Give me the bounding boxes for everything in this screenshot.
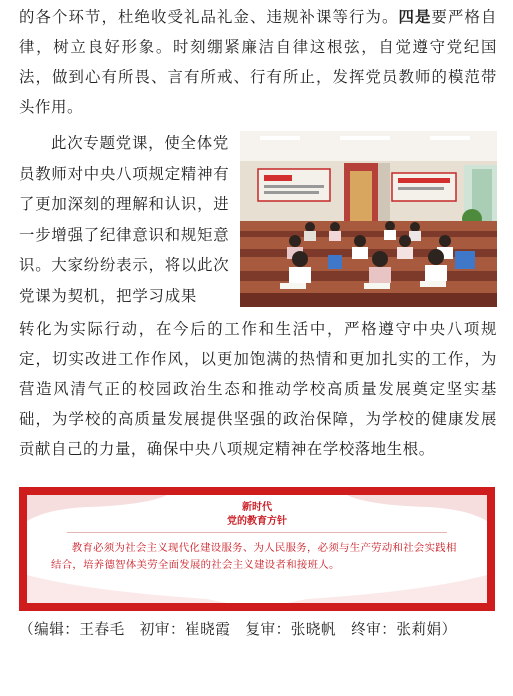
paragraph-top-text-c: 要严格自律，树立良好形象。时刻绷紧廉洁自律这根弦，自觉遵守党纪国法，做到心有所畏、言有所戒、行有所止，发挥党员教师的模范带头作用。 bbox=[19, 8, 497, 116]
banner-body: 教育必须为社会主义现代化建设服务、为人民服务，必须与生产劳动和社会实践相结合，培养德智体美劳全面发展的社会主义建设者和接班人。 bbox=[51, 542, 457, 571]
paragraph-mid-wrapped-text: 此次专题党课，使全体党员教师对中央八项规定精神有了更加深刻的理解和认识，进一步增强了纪律意识和规矩意识。大家纷纷表示，将以此次党课为契机，把学习成果 bbox=[19, 134, 230, 305]
editor-credits: （编辑：王春毛 初审：崔晓霞 复审：张晓帆 终审：张莉娟） bbox=[19, 621, 457, 638]
paragraph-mid-continued: 转化为实际行动，在今后的工作和生活中，严格遵守中央八项规定，切实改进工作作风，以更加饱满的热情和更加扎实的工作，为营造风清气正的校园政治生态和推动学校高质量发展奠定坚实基础，为学校的高质量发展提供坚强的政治保障，为学校的健康发展贡献自己的力量，确保中央八项规定精神在学校落地生根。 bbox=[19, 320, 497, 458]
paragraph-top-emphasis: 四是 bbox=[398, 8, 432, 26]
paragraph-top bbox=[19, 2, 497, 122]
paragraph-mid-wrapped bbox=[19, 128, 237, 311]
banner-title: 新时代 bbox=[242, 502, 272, 513]
banner-panel bbox=[27, 495, 487, 603]
banner-subtitle: 党的教育方针 bbox=[227, 516, 287, 527]
paragraph-top-text-a: 的各个环节，杜绝收受礼品礼金、违规补课等行为。 bbox=[19, 8, 399, 26]
education-policy-banner bbox=[19, 487, 495, 611]
classroom-photo bbox=[240, 131, 497, 307]
